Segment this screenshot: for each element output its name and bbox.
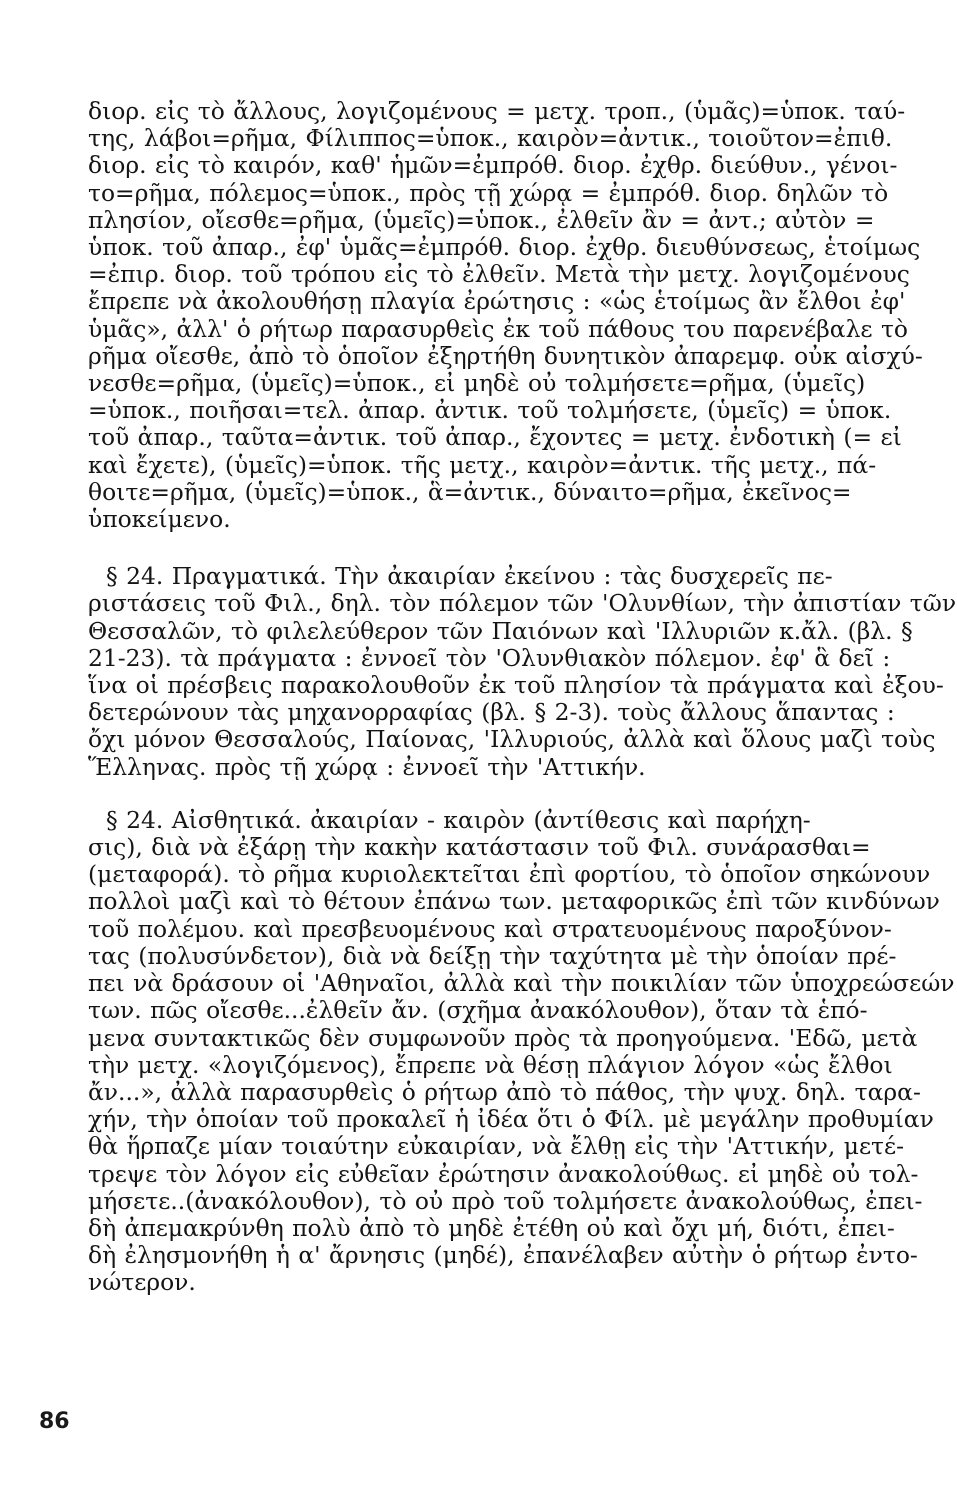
- text-line: τὴν μετχ. «λογιζόμενος), ἔπρεπε νὰ θέσῃ πλάγιον λόγον «ὡς ἔλθοι: [88, 1050, 893, 1079]
- text-line: Θεσσαλῶν, τὸ φιλελεύθερον τῶν Παιόνων καὶ 'Ιλλυριῶν κ.ἄλ. (βλ. §: [88, 616, 913, 645]
- text-line: τοῦ ἀπαρ., ταῦτα=ἀντικ. τοῦ ἀπαρ., ἔχοντες = μετχ. ἐνδοτικὴ (= εἰ: [88, 423, 902, 452]
- text-line: ὄχι μόνον Θεσσαλούς, Παίονας, 'Ιλλυριούς, ἀλλὰ καὶ ὅλους μαζὶ τοὺς: [88, 725, 936, 754]
- text-line: πολλοὶ μαζὶ καὶ τὸ θέτουν ἐπάνω των. μεταφορικῶς ἐπὶ τῶν κινδύνων: [88, 887, 940, 916]
- section-heading-line: § 24. Πραγματικά. Τὴν ἀκαιρίαν ἐκείνου : τὰς δυσχερεῖς πε-: [106, 562, 833, 591]
- text-line: δετερώνουν τὰς μηχανορραφίας (βλ. § 2-3). τοὺς ἄλλους ἅπαντας :: [88, 698, 895, 727]
- text-line: διορ. εἰς τὸ καιρόν, καθ' ἡμῶν=ἐμπρόθ. διορ. ἐχθρ. διεύθυν., γένοι-: [88, 151, 898, 180]
- text-line: νεσθε=ρῆμα, (ὑμεῖς)=ὑποκ., εἰ μηδὲ οὐ τολμήσετε=ρῆμα, (ὑμεῖς): [88, 369, 866, 398]
- paragraph-pragmatika: [88, 562, 957, 781]
- text-line: της, λάβοι=ρῆμα, Φίλιππος=ὑποκ., καιρὸν=ἀντικ., τοιοῦτον=ἐπιθ.: [88, 124, 893, 153]
- paragraph-grammar-analysis: [88, 97, 923, 534]
- text-line: των. πῶς οἴεσθε...ἐλθεῖν ἄν. (σχῆμα ἀνακόλουθον), ὅταν τὰ ἑπό-: [88, 996, 868, 1025]
- text-line: θοιτε=ρῆμα, (ὑμεῖς)=ὑποκ., ἃ=ἀντικ., δύναιτο=ρῆμα, ἐκεῖνος=: [88, 477, 852, 506]
- text-line: ἔπρεπε νὰ ἀκολουθήσῃ πλαγία ἐρώτησις : «ὡς ἑτοίμως ἂν ἔλθοι ἐφ': [88, 287, 906, 316]
- text-line: ὑποκείμενο.: [88, 505, 231, 534]
- text-line: νώτερον.: [88, 1268, 196, 1297]
- text-line: δὴ ἐλησμονήθη ἡ α' ἄρνησις (μηδέ), ἐπανέλαβεν αὐτὴν ὁ ρήτωρ ἐντο-: [88, 1241, 918, 1270]
- document-page: [88, 97, 957, 1418]
- text-line: σις), διὰ νὰ ἐξάρῃ τὴν κακὴν κατάστασιν τοῦ Φιλ. συνάρασθαι=: [88, 833, 871, 862]
- text-line: ἵνα οἱ πρέσβεις παρακολουθοῦν ἐκ τοῦ πλησίον τὰ πράγματα καὶ ἐξου-: [88, 671, 944, 700]
- text-line: χήν, τὴν ὁποίαν τοῦ προκαλεῖ ἡ ἰδέα ὅτι ὁ Φίλ. μὲ μεγάλην προθυμίαν: [88, 1105, 934, 1134]
- text-line: ὑποκ. τοῦ ἀπαρ., ἐφ' ὑμᾶς=ἐμπρόθ. διορ. ἐχθρ. διευθύνσεως, ἑτοίμως: [88, 233, 921, 262]
- text-line: τοῦ πολέμου. καὶ πρεσβευομένους καὶ στρατευομένους παροξύνον-: [88, 914, 892, 943]
- text-line: (μεταφορά). τὸ ρῆμα κυριολεκτεῖται ἐπὶ φορτίου, τὸ ὁποῖον σηκώνουν: [88, 860, 931, 889]
- text-line: μενα συντακτικῶς δὲν συμφωνοῦν πρὸς τὰ προηγούμενα. 'Εδῶ, μετὰ: [88, 1023, 918, 1052]
- page-number: 86: [39, 1409, 70, 1434]
- text-line: τρεψε τὸν λόγον εἰς εὐθεῖαν ἐρώτησιν ἀνακολούθως. εἰ μηδὲ οὐ τολ-: [88, 1159, 919, 1188]
- text-line: διορ. εἰς τὸ ἄλλους, λογιζομένους = μετχ. τροπ., (ὑμᾶς)=ὑποκ. ταύ-: [88, 97, 906, 125]
- text-line: τας (πολυσύνδετον), διὰ νὰ δείξῃ τὴν ταχύτητα μὲ τὴν ὁποίαν πρέ-: [88, 941, 897, 970]
- paragraph-aisthitika: [88, 805, 955, 1297]
- text-line: ρῆμα οἴεσθε, ἀπὸ τὸ ὁποῖον ἐξηρτήθη δυνητικὸν ἀπαρεμφ. οὐκ αἰσχύ-: [88, 341, 923, 370]
- text-line: ὑμᾶς», ἀλλ' ὁ ρήτωρ παρασυρθεὶς ἐκ τοῦ πάθους του παρενέβαλε τὸ: [88, 314, 908, 343]
- text-line: =ἐπιρ. διορ. τοῦ τρόπου εἰς τὸ ἐλθεῖν. Μετὰ τὴν μετχ. λογιζομένους: [88, 260, 910, 289]
- text-line: δὴ ἀπεμακρύνθη πολὺ ἀπὸ τὸ μηδὲ ἐτέθη οὐ καὶ ὄχι μή, διότι, ἐπει-: [88, 1213, 895, 1242]
- text-line: μήσετε..(ἀνακόλουθον), τὸ οὐ πρὸ τοῦ τολμήσετε ἀνακολούθως, ἐπει-: [88, 1186, 923, 1215]
- text-line: ἄν...», ἀλλὰ παρασυρθεὶς ὁ ρήτωρ ἀπὸ τὸ πάθος, τὴν ψυχ. δηλ. ταρα-: [88, 1077, 921, 1106]
- text-line: =ὑποκ., ποιῆσαι=τελ. ἀπαρ. ἀντικ. τοῦ τολμήσετε, (ὑμεῖς) = ὑποκ.: [88, 396, 892, 425]
- text-line: καὶ ἔχετε), (ὑμεῖς)=ὑποκ. τῆς μετχ., καιρὸν=ἀντικ. τῆς μετχ., πά-: [88, 450, 877, 479]
- text-line: πλησίον, οἴεσθε=ρῆμα, (ὑμεῖς)=ὑποκ., ἐλθεῖν ἂν = ἀντ.; αὐτὸν =: [88, 205, 875, 234]
- text-line: 21-23). τὰ πράγματα : ἐννοεῖ τὸν 'Ολυνθιακὸν πόλεμον. ἐφ' ἃ δεῖ :: [88, 643, 891, 672]
- text-line: Ἕλληνας. πρὸς τῇ χώρᾳ : ἐννοεῖ τὴν 'Αττικήν.: [88, 752, 646, 781]
- text-line: θὰ ἥρπαζε μίαν τοιαύτην εὐκαιρίαν, νὰ ἔλθῃ εἰς τὴν 'Αττικήν, μετέ-: [88, 1132, 905, 1161]
- text-line: το=ρῆμα, πόλεμος=ὑποκ., πρὸς τῇ χώρᾳ = ἐμπρόθ. διορ. δηλῶν τὸ: [88, 178, 889, 207]
- text-line: πει νὰ δράσουν οἱ 'Αθηναῖοι, ἀλλὰ καὶ τὴν ποικιλίαν τῶν ὑποχρεώσεών: [88, 969, 955, 998]
- section-heading-line: § 24. Αἰσθητικά. ἀκαιρίαν - καιρὸν (ἀντίθεσις καὶ παρήχη-: [106, 805, 811, 834]
- text-line: ριστάσεις τοῦ Φιλ., δηλ. τὸν πόλεμον τῶν 'Ολυνθίων, τὴν ἀπιστίαν τῶν: [88, 589, 957, 618]
